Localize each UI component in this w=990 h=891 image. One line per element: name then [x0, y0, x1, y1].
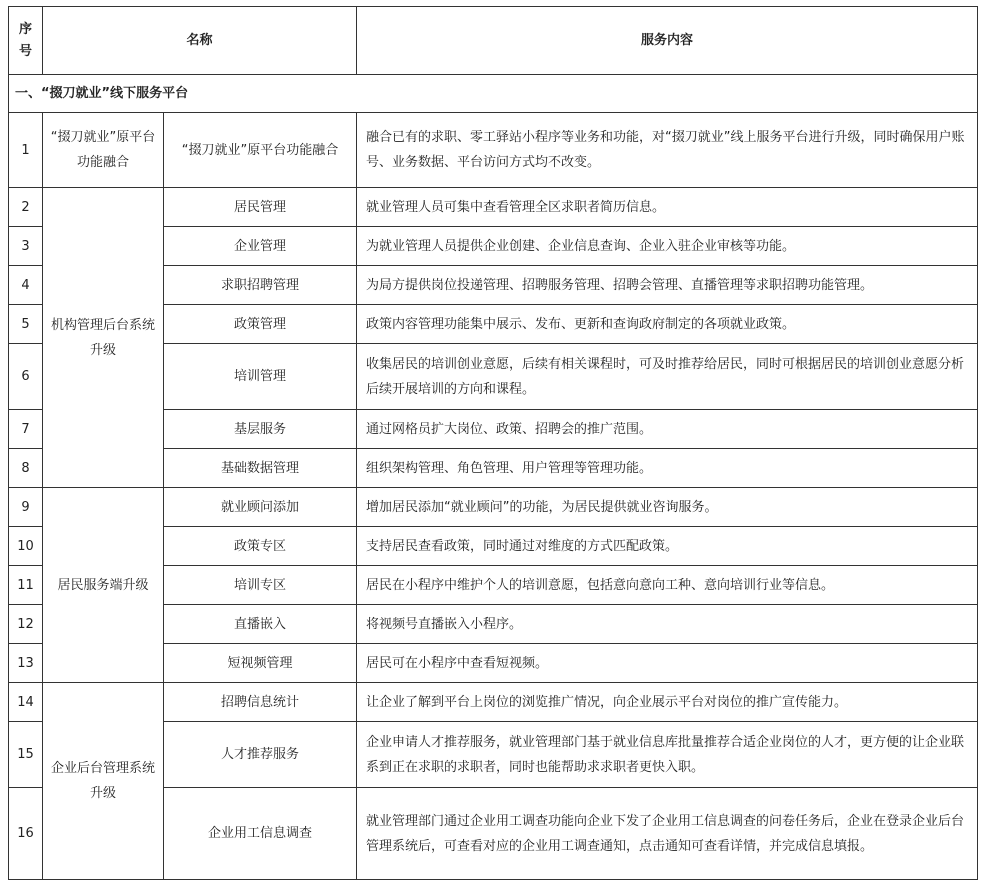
row-seq: 13: [9, 644, 43, 683]
group-label: “掇刀就业”原平台功能融合: [43, 113, 164, 188]
row-content: 将视频号直播嵌入小程序。: [357, 605, 978, 644]
row-seq: 8: [9, 449, 43, 488]
row-seq: 6: [9, 344, 43, 410]
row-content: 支持居民查看政策，同时通过对维度的方式匹配政策。: [357, 527, 978, 566]
row-content: 政策内容管理功能集中展示、发布、更新和查询政府制定的各项就业政策。: [357, 305, 978, 344]
service-table-container: [8, 6, 978, 880]
table-row: [9, 683, 978, 722]
row-content: 增加居民添加“就业顾问”的功能，为居民提供就业咨询服务。: [357, 488, 978, 527]
table-row: [9, 188, 978, 227]
row-seq: 2: [9, 188, 43, 227]
section-row: [9, 75, 978, 113]
row-seq: 7: [9, 410, 43, 449]
row-name: 就业顾问添加: [164, 488, 357, 527]
group-label: 企业后台管理系统升级: [43, 683, 164, 880]
row-content: 就业管理人员可集中查看管理全区求职者简历信息。: [357, 188, 978, 227]
header-content: 服务内容: [357, 7, 978, 75]
row-seq: 5: [9, 305, 43, 344]
row-seq: 15: [9, 722, 43, 788]
row-content: 就业管理部门通过企业用工调查功能向企业下发了企业用工信息调查的问卷任务后，企业在登录企业后台管理系统后，可查看对应的企业用工调查通知，点击通知可查看详情，并完成信息填报。: [357, 788, 978, 880]
row-seq: 10: [9, 527, 43, 566]
row-name: 人才推荐服务: [164, 722, 357, 788]
row-content: 收集居民的培训创业意愿，后续有相关课程时，可及时推荐给居民，同时可根据居民的培训创业意愿分析后续开展培训的方向和课程。: [357, 344, 978, 410]
row-content: 为就业管理人员提供企业创建、企业信息查询、企业入驻企业审核等功能。: [357, 227, 978, 266]
table-row: [9, 488, 978, 527]
section-title: 一、“掇刀就业”线下服务平台: [9, 75, 978, 113]
row-content: 居民在小程序中维护个人的培训意愿，包括意向意向工种、意向培训行业等信息。: [357, 566, 978, 605]
row-content: 通过网格员扩大岗位、政策、招聘会的推广范围。: [357, 410, 978, 449]
row-content: 让企业了解到平台上岗位的浏览推广情况，向企业展示平台对岗位的推广宣传能力。: [357, 683, 978, 722]
header-seq: 序 号: [9, 7, 43, 75]
row-name: 居民管理: [164, 188, 357, 227]
row-name: 短视频管理: [164, 644, 357, 683]
row-seq: 4: [9, 266, 43, 305]
row-seq: 3: [9, 227, 43, 266]
row-seq: 16: [9, 788, 43, 880]
row-content: 为局方提供岗位投递管理、招聘服务管理、招聘会管理、直播管理等求职招聘功能管理。: [357, 266, 978, 305]
row-name: 企业用工信息调查: [164, 788, 357, 880]
table-header-row: [9, 7, 978, 75]
row-name: 培训专区: [164, 566, 357, 605]
row-name: 基层服务: [164, 410, 357, 449]
row-seq: 12: [9, 605, 43, 644]
group-label: 居民服务端升级: [43, 488, 164, 683]
row-content: 居民可在小程序中查看短视频。: [357, 644, 978, 683]
service-table: [8, 6, 978, 880]
row-seq: 14: [9, 683, 43, 722]
row-name: 求职招聘管理: [164, 266, 357, 305]
row-name: 直播嵌入: [164, 605, 357, 644]
row-name: 招聘信息统计: [164, 683, 357, 722]
row-name: 培训管理: [164, 344, 357, 410]
table-row: [9, 113, 978, 188]
row-name: 政策管理: [164, 305, 357, 344]
row-seq: 1: [9, 113, 43, 188]
row-name: 企业管理: [164, 227, 357, 266]
row-content: 融合已有的求职、零工驿站小程序等业务和功能，对“掇刀就业”线上服务平台进行升级，同时确保用户账号、业务数据、平台访问方式均不改变。: [357, 113, 978, 188]
row-name: “掇刀就业”原平台功能融合: [164, 113, 357, 188]
row-name: 政策专区: [164, 527, 357, 566]
header-name: 名称: [43, 7, 357, 75]
row-content: 组织架构管理、角色管理、用户管理等管理功能。: [357, 449, 978, 488]
row-seq: 9: [9, 488, 43, 527]
row-name: 基础数据管理: [164, 449, 357, 488]
row-content: 企业申请人才推荐服务，就业管理部门基于就业信息库批量推荐合适企业岗位的人才，更方便的让企业联系到正在求职的求职者，同时也能帮助求求职者更快入职。: [357, 722, 978, 788]
group-label: 机构管理后台系统升级: [43, 188, 164, 488]
row-seq: 11: [9, 566, 43, 605]
